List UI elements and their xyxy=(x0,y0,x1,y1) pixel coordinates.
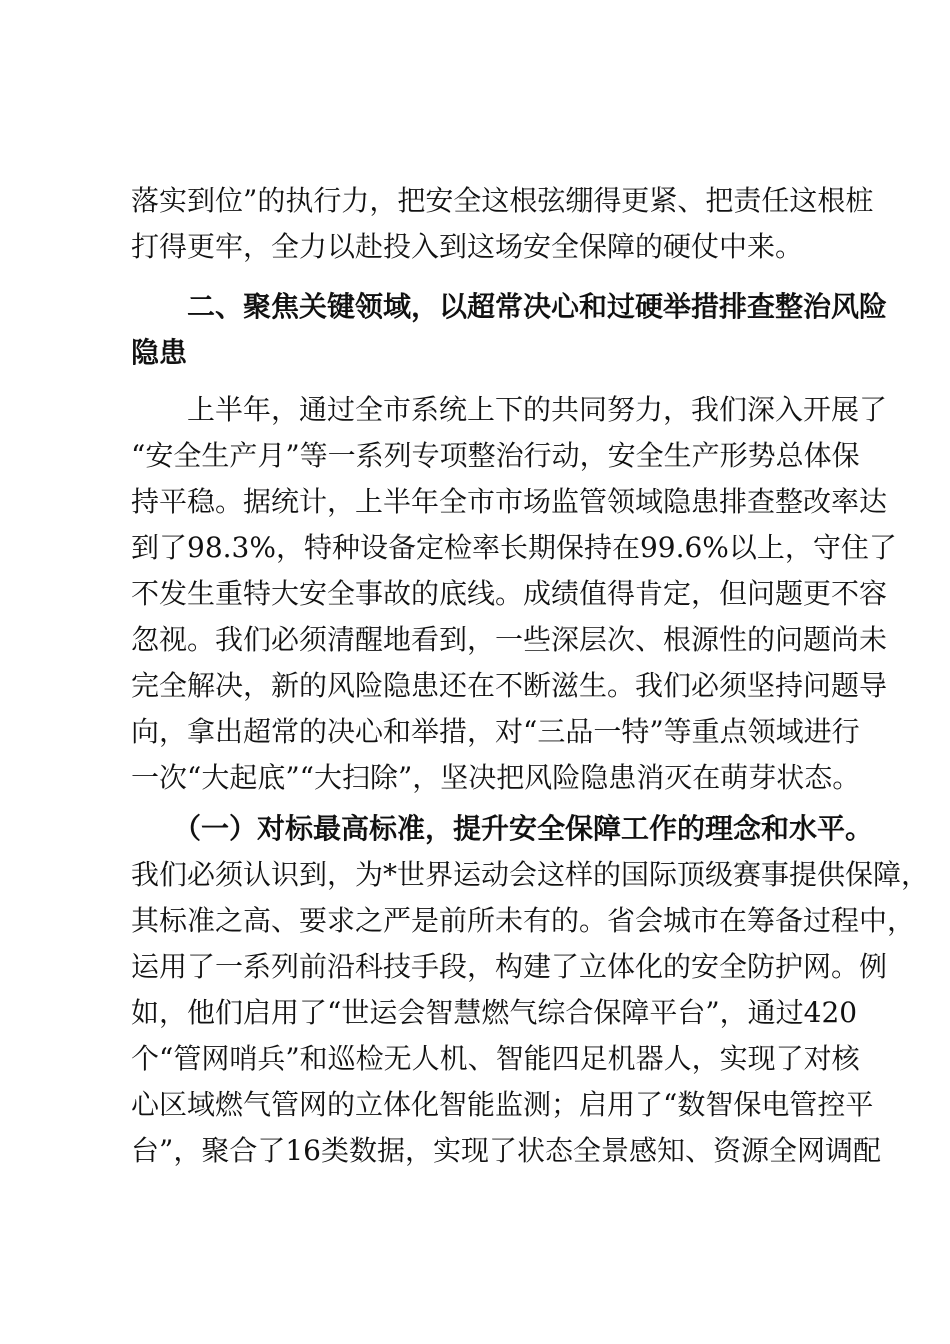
body-text-line: 忽视。我们必须清醒地看到，一些深层次、根源性的问题尚未 xyxy=(131,623,888,656)
body-text-line: 持平稳。据统计，上半年全市市场监管领域隐患排查整改率达 xyxy=(131,485,888,518)
body-text-line: 台”，聚合了16类数据，实现了状态全景感知、资源全网调配 xyxy=(131,1134,881,1167)
body-text-line: 到了98.3%，特种设备定检率长期保持在99.6%以上，守住了 xyxy=(131,531,897,564)
body-text-line: 其标准之高、要求之严是前所未有的。省会城市在筹备过程中， xyxy=(131,904,916,937)
body-text-line: 上半年，通过全市系统上下的共同努力，我们深入开展了 xyxy=(131,393,888,426)
body-text-line: “安全生产月”等一系列专项整治行动，安全生产形势总体保 xyxy=(131,439,860,472)
body-text-line: 落实到位”的执行力，把安全这根弦绷得更紧、把责任这根桩 xyxy=(131,184,874,217)
body-text-line: 心区域燃气管网的立体化智能监测；启用了“数智保电管控平 xyxy=(131,1088,874,1121)
body-text-line: 完全解决，新的风险隐患还在不断滋生。我们必须坚持问题导 xyxy=(131,669,888,702)
body-text-line: 运用了一系列前沿科技手段，构建了立体化的安全防护网。例 xyxy=(131,950,888,983)
section-heading-line: 隐患 xyxy=(131,336,188,369)
section-heading-line: 二、聚焦关键领域，以超常决心和过硬举措排查整治风险 xyxy=(131,290,888,323)
body-text-line: 打得更牢，全力以赴投入到这场安全保障的硬仗中来。 xyxy=(131,230,804,263)
body-text-line: 我们必须认识到，为*世界运动会这样的国际顶级赛事提供保障， xyxy=(131,858,930,891)
body-text-line: 一次“大起底”“大扫除”，坚决把风险隐患消灭在萌芽状态。 xyxy=(131,761,861,794)
subsection-heading-line: （一）对标最高标准，提升安全保障工作的理念和水平。 xyxy=(131,812,874,845)
body-text-line: 不发生重特大安全事故的底线。成绩值得肯定，但问题更不容 xyxy=(131,577,888,610)
body-text-line: 个“管网哨兵”和巡检无人机、智能四足机器人，实现了对核 xyxy=(131,1042,860,1075)
body-text-line: 如，他们启用了“世运会智慧燃气综合保障平台”，通过420 xyxy=(131,996,858,1029)
body-text-line: 向，拿出超常的决心和举措，对“三品一特”等重点领域进行 xyxy=(131,715,860,748)
